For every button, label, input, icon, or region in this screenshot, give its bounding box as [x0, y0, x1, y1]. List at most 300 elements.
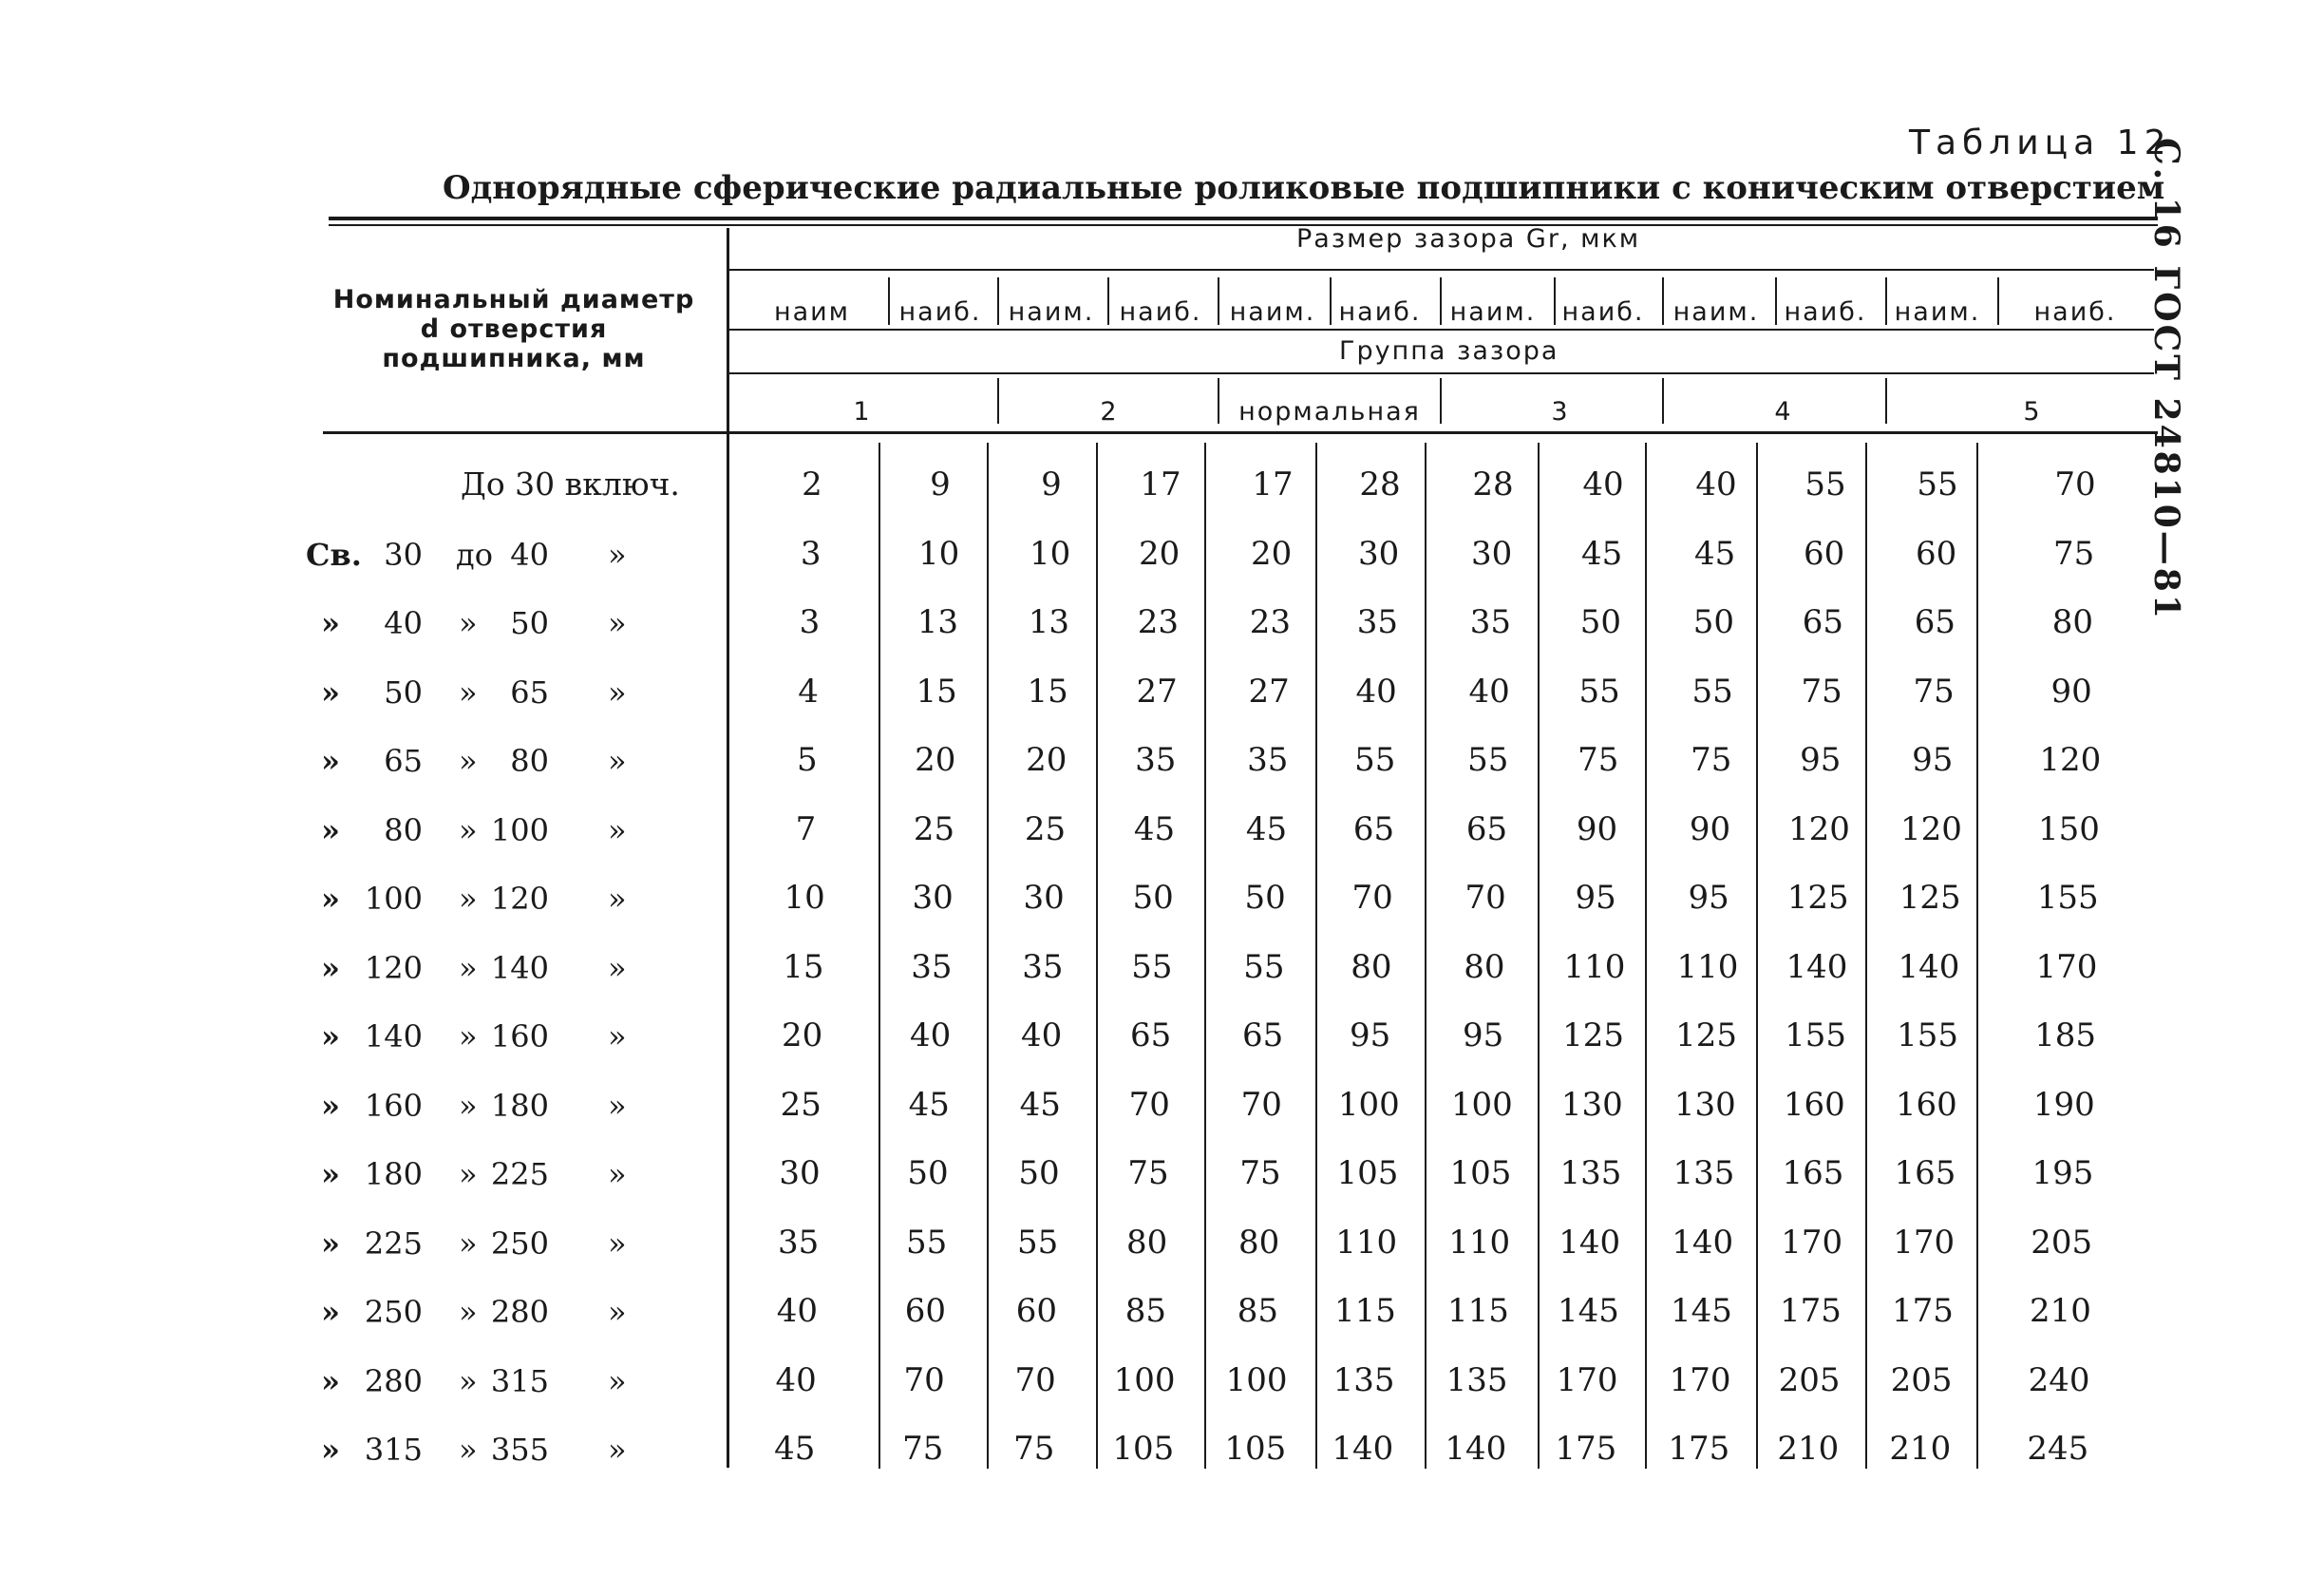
table-cell: 35 [1022, 947, 1064, 986]
table-cell: 35 [911, 947, 953, 986]
table-cell: 140 [1332, 1430, 1394, 1468]
table-cell: 105 [1224, 1430, 1287, 1468]
row-label-ditto: » [459, 881, 478, 917]
clearance-size-header: Размер зазора Gr, мкм [1296, 224, 1641, 254]
table-cell: 15 [916, 672, 957, 711]
row-label-ditto: » [459, 674, 478, 711]
table-cell: 75 [1127, 1154, 1169, 1192]
table-cell: 7 [795, 809, 817, 848]
table-cell: 30 [1471, 534, 1513, 573]
subheader-cell: наиб. [2033, 297, 2117, 327]
table-cell: 40 [775, 1360, 817, 1399]
table-cell: 45 [1019, 1085, 1061, 1124]
table-cell: 17 [1140, 465, 1181, 503]
table-cell: 140 [1559, 1223, 1621, 1262]
row-from-value: 80 [384, 811, 423, 848]
table-cell: 175 [1555, 1430, 1617, 1468]
table-cell: 70 [2054, 465, 2096, 503]
table-cell: 80 [1464, 947, 1505, 986]
table-cell: 45 [774, 1430, 816, 1468]
subheader-cell: наиб. [1561, 297, 1645, 327]
table-cell: 40 [1468, 672, 1510, 711]
table-cell: 50 [1579, 603, 1622, 641]
table-cell: 85 [1124, 1292, 1167, 1330]
table-cell: 80 [1351, 947, 1392, 986]
table-cell: 170 [2035, 947, 2098, 986]
table-cell: 120 [1788, 809, 1850, 848]
row-to-value: 80 [510, 743, 549, 779]
row-label-ditto: » [608, 1294, 627, 1330]
table-cell: 175 [1891, 1292, 1954, 1330]
table-cell: 140 [1445, 1430, 1507, 1468]
column-divider [1865, 443, 1867, 1469]
table-cell: 75 [1239, 1154, 1281, 1192]
table-cell: 30 [1358, 534, 1400, 573]
table-cell: 170 [1669, 1360, 1731, 1399]
table-cell: 105 [1449, 1154, 1512, 1192]
row-label-ditto: » [459, 1225, 478, 1262]
table-cell: 23 [1249, 603, 1292, 641]
row-label-ditto: » [321, 605, 340, 641]
table-cell: 60 [904, 1292, 947, 1330]
table-cell: 13 [1028, 603, 1070, 641]
table-cell: 65 [1352, 809, 1395, 848]
table-cell: 115 [1446, 1292, 1509, 1330]
table-cell: 95 [1349, 1016, 1391, 1054]
row-label-ditto: » [459, 949, 478, 986]
table-cell: 170 [1556, 1360, 1618, 1399]
subheader-rule [729, 329, 2154, 331]
table-cell: 120 [2039, 741, 2102, 779]
subheader-cell: наиб. [1338, 297, 1422, 327]
table-cell: 75 [1691, 741, 1732, 779]
row-to-value: 120 [490, 881, 549, 917]
row-label-ditto: » [459, 1362, 478, 1399]
row-label-ditto: » [321, 674, 340, 711]
table-cell: 155 [2036, 879, 2099, 917]
table-cell: 100 [1450, 1085, 1513, 1124]
table-cell: 20 [781, 1016, 823, 1054]
group-divider [1885, 378, 1887, 424]
table-cell: 50 [907, 1154, 949, 1192]
table-cell: 55 [1691, 672, 1733, 711]
table-cell: 28 [1472, 465, 1514, 503]
table-cell: 55 [1578, 672, 1620, 711]
table-cell: 35 [1247, 741, 1289, 779]
group-divider [997, 378, 999, 424]
table-cell: 95 [1688, 879, 1729, 917]
stub-column-header: Номинальный диаметр d отверстия подшипника, мм [332, 285, 695, 373]
row-label-over: Св. [306, 536, 362, 573]
table-cell: 20 [1026, 741, 1068, 779]
row-label-ditto: » [321, 1225, 340, 1262]
table-cell: 150 [2038, 809, 2100, 848]
subheader-divider [1440, 277, 1442, 325]
table-cell: 90 [2050, 672, 2092, 711]
group-cell: 1 [853, 397, 872, 427]
row-to-value: 280 [490, 1294, 549, 1330]
table-cell: 45 [1581, 534, 1623, 573]
table-cell: 3 [800, 534, 822, 573]
table-cell: 210 [1889, 1430, 1952, 1468]
table-cell: 245 [2027, 1430, 2089, 1468]
table-cell: 55 [1354, 741, 1396, 779]
table-cell: 35 [1469, 603, 1512, 641]
table-cell: 160 [1895, 1085, 1957, 1124]
table-cell: 195 [2031, 1154, 2094, 1192]
group-divider [1218, 378, 1219, 424]
table-cell: 35 [1135, 741, 1177, 779]
row-label-ditto: » [321, 949, 340, 986]
table-cell: 240 [2028, 1360, 2090, 1399]
table-cell: 95 [1912, 741, 1954, 779]
table-cell: 55 [1243, 947, 1285, 986]
table-cell: 125 [1786, 879, 1849, 917]
column-divider [1976, 443, 1978, 1469]
row-label-ditto: » [321, 1362, 340, 1399]
table-cell: 100 [1113, 1360, 1176, 1399]
subheader-cell: наиб. [898, 297, 982, 327]
row-to-value: 50 [510, 605, 549, 641]
table-cell: 105 [1112, 1430, 1175, 1468]
table-cell: 55 [1131, 947, 1173, 986]
table-cell: 75 [2053, 534, 2095, 573]
subheader-cell: наим. [1449, 297, 1537, 327]
table-cell: 135 [1332, 1360, 1395, 1399]
table-cell: 9 [930, 465, 951, 503]
row-label-ditto: » [608, 1156, 627, 1192]
table-cell: 175 [1779, 1292, 1842, 1330]
row-from-value: 65 [384, 743, 423, 779]
table-title: Однорядные сферические радиальные роликовые подшипники с коническим отверстием [443, 169, 2165, 207]
table-cell: 155 [1897, 1016, 1959, 1054]
table-cell: 105 [1336, 1154, 1399, 1192]
table-cell: 23 [1137, 603, 1180, 641]
table-cell: 170 [1893, 1223, 1956, 1262]
table-cell: 135 [1559, 1154, 1622, 1192]
row-to-value: 180 [490, 1087, 549, 1124]
group-header-rule [729, 372, 2154, 374]
table-cell: 60 [1916, 534, 1957, 573]
table-cell: 70 [1128, 1085, 1170, 1124]
size-header-rule [729, 269, 2154, 271]
row-to-value: 100 [490, 811, 549, 848]
row-label-ditto: » [608, 674, 627, 711]
row-label-ditto: » [321, 881, 340, 917]
row-label-ditto: » [321, 1156, 340, 1192]
table-cell: 155 [1785, 1016, 1847, 1054]
row-label-ditto: » [321, 1087, 340, 1124]
table-cell: 65 [1241, 1016, 1284, 1054]
row-from-value: 40 [384, 605, 423, 641]
table-cell: 65 [1465, 809, 1508, 848]
row-label-ditto: » [608, 1087, 627, 1124]
table-cell: 70 [1240, 1085, 1282, 1124]
table-cell: 55 [1467, 741, 1509, 779]
group-cell: 3 [1551, 397, 1570, 427]
table-cell: 27 [1248, 672, 1290, 711]
table-cell: 10 [784, 879, 825, 917]
table-cell: 205 [1890, 1360, 1953, 1399]
group-divider [1662, 378, 1664, 424]
column-divider [1096, 443, 1098, 1469]
table-cell: 70 [1351, 879, 1393, 917]
row-label-ditto: » [608, 881, 627, 917]
table-cell: 17 [1252, 465, 1294, 503]
table-cell: 9 [1041, 465, 1062, 503]
table-cell: 110 [1676, 947, 1739, 986]
clearance-group-header: Группа зазора [1339, 336, 1559, 366]
table-cell: 25 [913, 809, 955, 848]
column-divider [1538, 443, 1540, 1469]
row-to-value: 250 [490, 1225, 549, 1262]
row-label: До 30 включ. [461, 465, 680, 503]
column-divider [1315, 443, 1317, 1469]
table-cell: 75 [1578, 741, 1619, 779]
table-cell: 120 [1900, 809, 1962, 848]
row-from-value: 180 [364, 1156, 423, 1192]
table-cell: 35 [778, 1223, 820, 1262]
table-cell: 70 [903, 1360, 945, 1399]
table-cell: 130 [1560, 1085, 1623, 1124]
table-cell: 50 [1018, 1154, 1060, 1192]
row-from-value: 100 [364, 881, 423, 917]
row-label-ditto: » [459, 811, 478, 848]
table-cell: 125 [1562, 1016, 1625, 1054]
row-label-ditto: » [459, 743, 478, 779]
table-cell: 90 [1689, 809, 1731, 848]
table-cell: 10 [1030, 534, 1071, 573]
table-cell: 160 [1783, 1085, 1845, 1124]
group-cell: 5 [2023, 397, 2042, 427]
row-to-value: 40 [510, 536, 549, 573]
table-cell: 27 [1136, 672, 1178, 711]
table-cell: 75 [902, 1430, 944, 1468]
group-cell: нормальная [1238, 397, 1421, 427]
subheader-divider [1775, 277, 1777, 325]
table-cell: 65 [1802, 603, 1844, 641]
table-cell: 20 [1251, 534, 1293, 573]
row-from-value: 140 [364, 1018, 423, 1054]
row-label-ditto: » [608, 811, 627, 848]
row-from-value: 160 [364, 1087, 423, 1124]
table-cell: 205 [2031, 1223, 2093, 1262]
column-divider [1756, 443, 1758, 1469]
table-cell: 30 [779, 1154, 821, 1192]
table-cell: 40 [1355, 672, 1397, 711]
table-cell: 165 [1894, 1154, 1956, 1192]
table-cell: 45 [1694, 534, 1736, 573]
row-label-ditto: » [459, 605, 478, 641]
subheader-divider [1997, 277, 1999, 325]
table-cell: 75 [1013, 1430, 1055, 1468]
table-cell: 140 [1898, 947, 1960, 986]
row-label-ditto: » [321, 1018, 340, 1054]
table-cell: 13 [916, 603, 959, 641]
table-cell: 45 [1133, 809, 1176, 848]
table-cell: 15 [1027, 672, 1068, 711]
table-cell: 30 [912, 879, 954, 917]
subheader-divider [1107, 277, 1109, 325]
table-cell: 140 [1672, 1223, 1734, 1262]
table-cell: 205 [1778, 1360, 1841, 1399]
table-cell: 90 [1576, 809, 1618, 848]
row-label-ditto: » [321, 1294, 340, 1330]
row-from-value: 30 [384, 536, 423, 573]
column-divider [987, 443, 989, 1469]
subheader-divider [1662, 277, 1664, 325]
table-cell: 115 [1333, 1292, 1396, 1330]
row-to-value: 65 [510, 674, 549, 711]
row-label-ditto: » [321, 811, 340, 848]
table-cell: 185 [2034, 1016, 2097, 1054]
page-side-header: С. 16 ГОСТ 24810—81 [2146, 138, 2186, 621]
row-label-ditto: » [459, 1432, 478, 1468]
table-cell: 55 [1017, 1223, 1059, 1262]
row-label-ditto: » [459, 1294, 478, 1330]
table-cell: 95 [1800, 741, 1842, 779]
table-cell: 50 [1244, 879, 1286, 917]
subheader-cell: наим [773, 297, 851, 327]
table-cell: 135 [1672, 1154, 1735, 1192]
row-label-ditto: » [608, 949, 627, 986]
table-cell: 60 [1804, 534, 1845, 573]
subheader-cell: наим. [1229, 297, 1316, 327]
table-cell: 85 [1237, 1292, 1279, 1330]
table-cell: 135 [1445, 1360, 1508, 1399]
table-cell: 3 [799, 603, 821, 641]
table-cell: 125 [1899, 879, 1961, 917]
stub-divider [727, 228, 729, 1468]
subheader-cell: наим. [1672, 297, 1760, 327]
table-cell: 28 [1359, 465, 1401, 503]
table-cell: 80 [1238, 1223, 1280, 1262]
subheader-cell: наиб. [1119, 297, 1202, 327]
top-double-rule-1 [329, 217, 2158, 220]
table-cell: 45 [1245, 809, 1288, 848]
subheader-divider [1218, 277, 1219, 325]
subheader-divider [997, 277, 999, 325]
table-cell: 80 [2051, 603, 2094, 641]
table-cell: 75 [1913, 672, 1955, 711]
top-double-rule-2 [329, 224, 2158, 226]
table-cell: 110 [1448, 1223, 1511, 1262]
table-cell: 25 [780, 1085, 822, 1124]
subheader-divider [1330, 277, 1332, 325]
table-cell: 70 [1464, 879, 1506, 917]
table-cell: 210 [2029, 1292, 2091, 1330]
table-cell: 140 [1786, 947, 1848, 986]
table-cell: 65 [1129, 1016, 1172, 1054]
table-cell: 55 [1917, 465, 1958, 503]
subheader-divider [1885, 277, 1887, 325]
table-cell: 15 [783, 947, 824, 986]
table-cell: 190 [2032, 1085, 2095, 1124]
subheader-divider [1554, 277, 1556, 325]
table-cell: 125 [1675, 1016, 1738, 1054]
table-cell: 55 [1804, 465, 1846, 503]
table-cell: 100 [1225, 1360, 1288, 1399]
table-cell: 20 [1139, 534, 1181, 573]
subheader-cell: наим. [1008, 297, 1095, 327]
table-cell: 4 [798, 672, 819, 711]
row-to-value: 225 [490, 1156, 549, 1192]
table-cell: 35 [1356, 603, 1399, 641]
group-cell: 4 [1774, 397, 1793, 427]
group-cell: 2 [1100, 397, 1119, 427]
table-cell: 100 [1337, 1085, 1400, 1124]
table-cell: 40 [1582, 465, 1624, 503]
table-cell: 80 [1126, 1223, 1168, 1262]
row-label-ditto: » [459, 1018, 478, 1054]
subheader-divider [888, 277, 890, 325]
row-label-ditto: » [459, 1087, 478, 1124]
column-divider [1425, 443, 1427, 1469]
table-cell: 145 [1557, 1292, 1619, 1330]
table-cell: 5 [796, 741, 818, 779]
table-cell: 165 [1782, 1154, 1844, 1192]
row-to-value: 315 [490, 1362, 549, 1399]
table-cell: 145 [1670, 1292, 1732, 1330]
row-to-value: 355 [490, 1432, 549, 1468]
table-cell: 110 [1335, 1223, 1398, 1262]
table-cell: 20 [915, 741, 956, 779]
group-divider [1440, 378, 1442, 424]
row-label-ditto: » [321, 1432, 340, 1468]
row-label-ditto: » [608, 1018, 627, 1054]
table-cell: 170 [1781, 1223, 1843, 1262]
table-cell: 45 [908, 1085, 950, 1124]
table-cell: 175 [1668, 1430, 1730, 1468]
table-cell: 25 [1024, 809, 1067, 848]
table-cell: 10 [918, 534, 960, 573]
table-cell: 70 [1014, 1360, 1056, 1399]
row-from-value: 280 [364, 1362, 423, 1399]
row-from-value: 225 [364, 1225, 423, 1262]
table-cell: 40 [1020, 1016, 1063, 1054]
column-divider [879, 443, 880, 1469]
table-cell: 50 [1132, 879, 1174, 917]
row-label-ditto: » [608, 743, 627, 779]
row-from-value: 250 [364, 1294, 423, 1330]
row-label-ditto: » [321, 743, 340, 779]
row-label-ditto: » [608, 605, 627, 641]
table-number-label: Таблица 12 [1909, 123, 2172, 162]
row-from-value: 120 [364, 949, 423, 986]
row-label-ditto: » [608, 1225, 627, 1262]
subheader-cell: наим. [1894, 297, 1981, 327]
row-to-value: 140 [490, 949, 549, 986]
column-divider [1645, 443, 1647, 1469]
table-cell: 60 [1015, 1292, 1058, 1330]
table-cell: 110 [1563, 947, 1626, 986]
row-from-value: 50 [384, 674, 423, 711]
table-cell: 75 [1801, 672, 1842, 711]
row-label-ditto: » [608, 1432, 627, 1468]
table-cell: 55 [906, 1223, 948, 1262]
table-cell: 95 [1462, 1016, 1504, 1054]
table-cell: 50 [1692, 603, 1735, 641]
table-cell: 30 [1023, 879, 1065, 917]
header-bottom-rule [323, 431, 2158, 434]
table-cell: 40 [909, 1016, 952, 1054]
row-label-ditto: » [608, 536, 627, 573]
row-label-to: до [456, 536, 493, 573]
subheader-cell: наиб. [1784, 297, 1867, 327]
table-cell: 130 [1673, 1085, 1736, 1124]
column-divider [1204, 443, 1206, 1469]
row-label-ditto: » [608, 1362, 627, 1399]
